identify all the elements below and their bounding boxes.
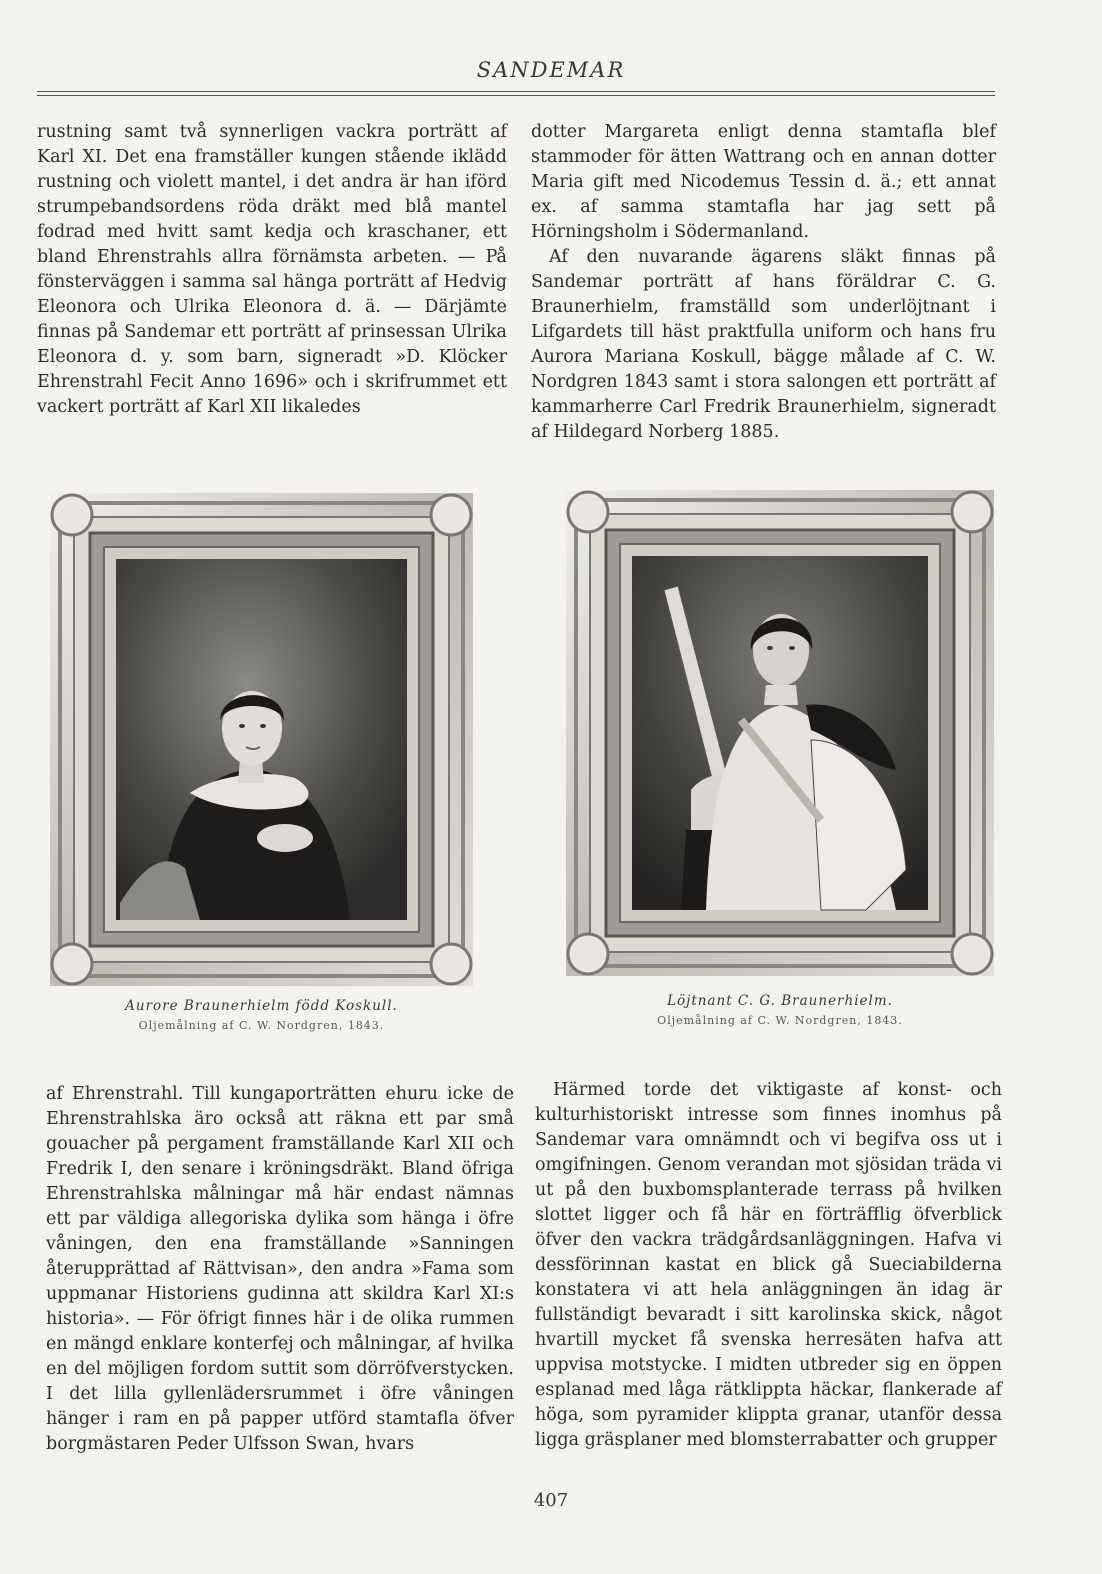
text-column-left-top [37,120,507,420]
paragraph: dotter Margareta enligt denna stamtafla blef stammoder för ätten Wattrang och en annan dotter Maria gift med Nicodemus Tessin d. ä.; ett annat ex. af samma stamtafla har jag sett på Hörningsholm i Södermanland. [531,122,996,242]
portrait-aurore-braunerhielm [50,493,473,986]
header-rule-double [37,95,995,96]
caption-aurore [50,998,473,1032]
paragraph: Af den nuvarande ägarens släkt finnas på Sandemar porträtt af hans föräldrar C. G. Braunerhielm, framställd som underlöjtnant i Lifgardets till häst praktfulla uniform och hans fru Aurora Mariana Koskull, bägge målade af C. W. Nordgren 1843 samt i stora salongen ett porträtt af kammarherre Carl Fredrik Braunerhielm, signeradt af Hildegard Norberg 1885. [531,247,996,442]
text-column-right-bottom [535,1078,1002,1453]
caption-title: Löjtnant C. G. Braunerhielm. [667,993,893,1009]
caption-credit: Oljemålning af C. W. Nordgren, 1843. [138,1019,385,1032]
header-rule [37,91,995,92]
caption-credit: Oljemålning af C. W. Nordgren, 1843. [657,1014,903,1027]
portrait-lojtnant-braunerhielm [566,490,994,976]
text-column-left-bottom [46,1082,514,1457]
paragraph: rustning samt två synnerligen vackra porträtt af Karl XI. Det ena framställer kungen stående iklädd rustning och violett mantel, i det andra är han iförd strumpebandsordens röda dräkt med blå mantel fodrad med hvitt samt kedja och kraschaner, ett bland Ehrenstrahls allra förnämsta arbeten. — På fönsterväggen i samma sal hänga porträtt af Hedvig Eleonora och Ulrika Eleonora d. ä. — Därjämte finnas på Sandemar ett porträtt af prinsessan Ulrika Eleonora d. y. som barn, signeradt »D. Klöcker Ehrenstrahl Fecit Anno 1696» och i skrifrummet ett vackert porträtt af Karl XII likaledes [37,122,507,417]
caption-lojtnant [566,993,994,1027]
running-header: SANDEMAR [476,58,626,82]
page-number: 407 [533,1490,569,1511]
caption-title: Aurore Braunerhielm född Koskull. [125,998,398,1014]
paragraph: Härmed torde det viktigaste af konst- och kulturhistoriskt intresse som finnes inomhus på Sandemar vara omnämndt och vi begifva oss ut i omgifningen. Genom verandan mot sjösidan träda vi ut på den buxbomsplanterade terrass på hvilken slottet ligger och få här en förträfflig öfverblick öfver den vackra trädgårdsanläggningen. Hafva vi dessförinnan kastat en blick gå Sueciabilderna konstatera vi att hela anläggningen än idag är fullständigt bevaradt i sitt karolinska skick, något hvartill mycket få svenska herresäten hafva att uppvisa motstycke. I midten utbreder sig en öppen esplanad med låga rätklippta häckar, flankerade af höga, som pyramider klippta granar, utanför dessa ligga gräsplaner med blomsterrabatter och grupper [535,1080,1002,1450]
text-column-right-top [531,120,996,445]
paragraph: af Ehrenstrahl. Till kungaporträtten ehuru icke de Ehrenstrahlska äro också att räkna ett par små gouacher på pergament framställande Karl XII och Fredrik I, den senare i kröningsdräkt. Bland öfriga Ehrenstrahlska målningar må här endast nämnas ett par väldiga allegoriska dylika som hänga i öfre våningen, den ena framställande »Sanningen återupprättad af Rättvisan», den andra »Fama som uppmanar Historiens gudinna att skildra Karl XI:s historia». — För öfrigt finnes här i de olika rummen en mängd enklare konterfej och målningar, af hvilka en del möjligen fordom suttit som dörröfverstycken. I det lilla gyllenlädersrummet i öfre våningen hänger i ram en på papper utförd stamtafla öfver borgmästaren Peder Ulfsson Swan, hvars [46,1084,514,1454]
